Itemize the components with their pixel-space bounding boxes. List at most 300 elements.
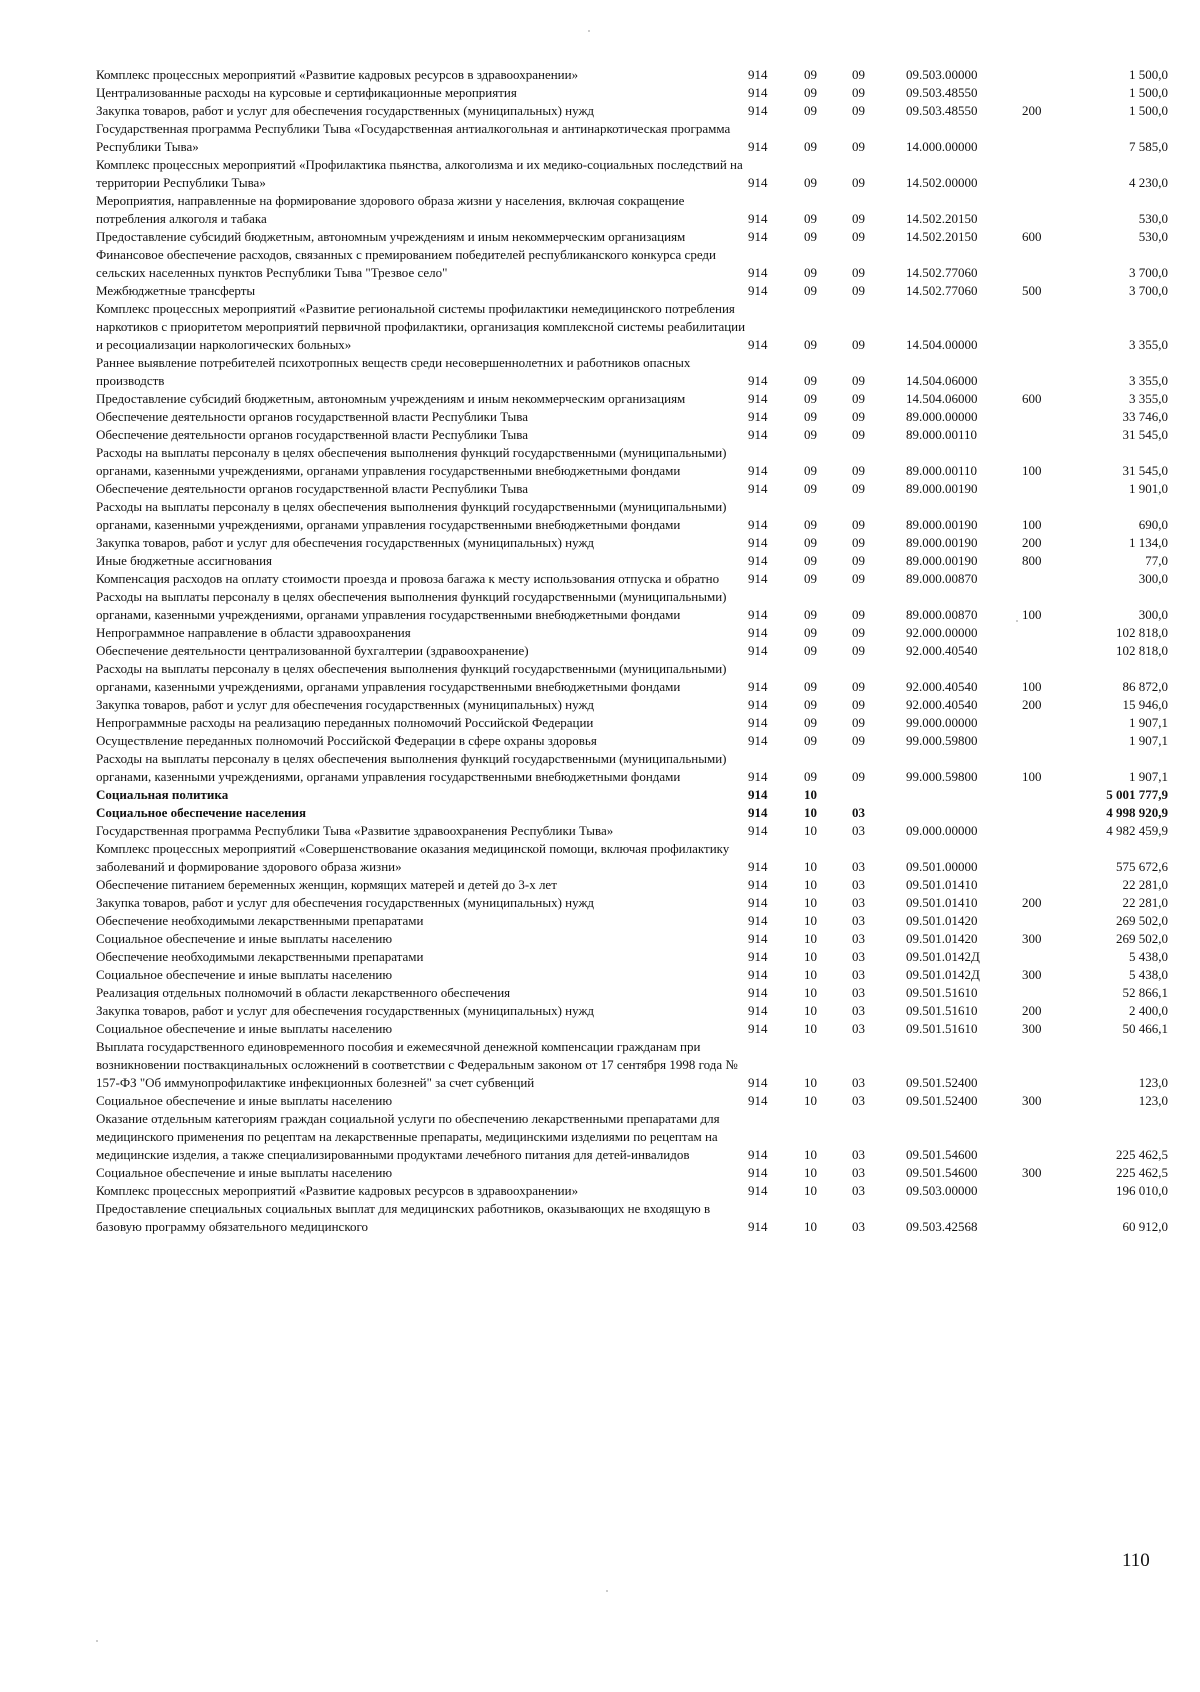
row-name: Раннее выявление потребителей психотропных веществ среди несовершеннолетних и работников опасных производств <box>96 355 691 388</box>
section-code: 09 <box>804 535 817 550</box>
subsection-code: 09 <box>852 679 865 694</box>
section-code: 10 <box>804 949 817 964</box>
amount: 225 462,5 <box>1116 1165 1168 1180</box>
table-row <box>96 822 1168 840</box>
table-row <box>96 642 1168 660</box>
target-item-code: 09.501.00000 <box>906 859 978 874</box>
row-name: Обеспечение деятельности органов государственной власти Республики Тыва <box>96 481 528 496</box>
row-name: Государственная программа Республики Тыва «Развитие здравоохранения Республики Тыва» <box>96 823 614 838</box>
expense-type-code <box>1022 1110 1078 1164</box>
budget-table-body <box>96 66 1168 1236</box>
subsection-code: 09 <box>852 103 865 118</box>
subsection-code <box>852 786 906 804</box>
amount: 123,0 <box>1138 1075 1168 1090</box>
target-item-code: 89.000.00190 <box>906 517 978 532</box>
table-row <box>96 408 1168 426</box>
table-row <box>96 966 1168 984</box>
row-name: Осуществление переданных полномочий Российской Федерации в сфере охраны здоровья <box>96 733 597 748</box>
expense-type-code: 100 <box>1022 463 1042 478</box>
page-number: 110 <box>1122 1550 1150 1571</box>
target-item-code: 09.501.0142Д <box>906 967 980 982</box>
expense-type-code <box>1022 948 1078 966</box>
subsection-code: 09 <box>852 607 865 622</box>
target-item-code: 89.000.00870 <box>906 607 978 622</box>
row-name: Комплекс процессных мероприятий «Совершенствование оказания медицинской помощи, включая профилактику заболеваний и формирование здорового образа жизни» <box>96 841 730 874</box>
target-item-code: 14.000.00000 <box>906 139 978 154</box>
target-item-code: 14.504.06000 <box>906 391 978 406</box>
admin-code: 914 <box>748 877 768 892</box>
row-name: Закупка товаров, работ и услуг для обеспечения государственных (муниципальных) нужд <box>96 535 595 550</box>
subsection-code: 09 <box>852 535 865 550</box>
subsection-code: 09 <box>852 409 865 424</box>
amount: 50 466,1 <box>1122 1021 1168 1036</box>
admin-code: 914 <box>748 697 768 712</box>
subsection-code: 09 <box>852 175 865 190</box>
table-row <box>96 228 1168 246</box>
row-name: Закупка товаров, работ и услуг для обеспечения государственных (муниципальных) нужд <box>96 895 595 910</box>
expense-type-code: 200 <box>1022 103 1042 118</box>
table-row <box>96 498 1168 534</box>
target-item-code: 89.000.00190 <box>906 481 978 496</box>
expense-type-code: 600 <box>1022 391 1042 406</box>
subsection-code: 03 <box>852 967 865 982</box>
admin-code: 914 <box>748 535 768 550</box>
row-name: Расходы на выплаты персоналу в целях обеспечения выполнения функций государственными (муниципальными) органами, казенными учреждениями, органами управления государственными внебюджетными фондами <box>96 499 727 532</box>
amount: 5 438,0 <box>1129 949 1168 964</box>
row-name: Финансовое обеспечение расходов, связанных с премированием победителей республиканского конкурса среди сельских населенных пунктов Республики Тыва "Трезвое село" <box>96 247 716 280</box>
expense-type-code: 100 <box>1022 517 1042 532</box>
amount: 123,0 <box>1138 1093 1168 1108</box>
expense-type-code: 100 <box>1022 607 1042 622</box>
section-code: 10 <box>804 823 817 838</box>
admin-code: 914 <box>748 1003 768 1018</box>
admin-code: 914 <box>748 1147 768 1162</box>
subsection-code: 09 <box>852 571 865 586</box>
table-row <box>96 390 1168 408</box>
admin-code: 914 <box>748 373 768 388</box>
expense-type-code <box>1022 354 1078 390</box>
subsection-code: 03 <box>852 1093 865 1108</box>
admin-code: 914 <box>748 985 768 1000</box>
section-code: 09 <box>804 175 817 190</box>
admin-code: 914 <box>748 463 768 478</box>
amount: 52 866,1 <box>1122 985 1168 1000</box>
amount: 1 901,0 <box>1129 481 1168 496</box>
admin-code: 914 <box>748 337 768 352</box>
subsection-code: 09 <box>852 733 865 748</box>
amount: 2 400,0 <box>1129 1003 1168 1018</box>
admin-code: 914 <box>748 175 768 190</box>
expense-type-code <box>1022 1038 1078 1092</box>
target-item-code: 99.000.00000 <box>906 715 978 730</box>
expense-type-code <box>1022 246 1078 282</box>
row-name: Комплекс процессных мероприятий «Развитие кадровых ресурсов в здравоохранении» <box>96 1183 579 1198</box>
subsection-code: 09 <box>852 139 865 154</box>
row-name: Обеспечение необходимыми лекарственными препаратами <box>96 949 424 964</box>
subsection-code: 03 <box>852 949 865 964</box>
table-row <box>96 534 1168 552</box>
expense-type-code <box>1022 876 1078 894</box>
target-item-code: 09.503.00000 <box>906 67 978 82</box>
admin-code: 914 <box>748 481 768 496</box>
admin-code: 914 <box>748 895 768 910</box>
subsection-code: 03 <box>852 823 865 838</box>
amount: 3 700,0 <box>1129 265 1168 280</box>
target-item-code: 89.000.00190 <box>906 553 978 568</box>
subsection-code: 03 <box>852 931 865 946</box>
table-row <box>96 1038 1168 1092</box>
admin-code: 914 <box>748 733 768 748</box>
table-row <box>96 66 1168 84</box>
target-item-code: 14.502.20150 <box>906 229 978 244</box>
table-row <box>96 192 1168 228</box>
target-item-code: 14.502.20150 <box>906 211 978 226</box>
section-code: 10 <box>804 1183 817 1198</box>
subsection-code: 09 <box>852 517 865 532</box>
section-code: 09 <box>804 103 817 118</box>
section-code: 09 <box>804 769 817 784</box>
amount: 1 907,1 <box>1129 733 1168 748</box>
row-name: Межбюджетные трансферты <box>96 283 256 298</box>
table-row <box>96 786 1168 804</box>
row-name: Закупка товаров, работ и услуг для обеспечения государственных (муниципальных) нужд <box>96 1003 595 1018</box>
subsection-code: 09 <box>852 85 865 100</box>
row-name: Социальная политика <box>96 787 229 802</box>
table-row <box>96 804 1168 822</box>
admin-code: 914 <box>748 1075 768 1090</box>
expense-type-code <box>1022 732 1078 750</box>
admin-code: 914 <box>748 787 768 802</box>
target-item-code: 09.503.48550 <box>906 85 978 100</box>
amount: 22 281,0 <box>1122 877 1168 892</box>
table-row <box>96 570 1168 588</box>
section-code: 10 <box>804 877 817 892</box>
target-item-code <box>906 786 1022 804</box>
target-item-code: 92.000.40540 <box>906 679 978 694</box>
amount: 3 355,0 <box>1129 391 1168 406</box>
row-name: Обеспечение питанием беременных женщин, кормящих матерей и детей до 3-х лет <box>96 877 557 892</box>
admin-code: 914 <box>748 1183 768 1198</box>
target-item-code: 14.504.06000 <box>906 373 978 388</box>
expense-type-code <box>1022 1200 1078 1236</box>
amount: 1 500,0 <box>1129 85 1168 100</box>
table-row <box>96 948 1168 966</box>
admin-code: 914 <box>748 265 768 280</box>
budget-table <box>96 66 1168 1236</box>
amount: 3 355,0 <box>1129 337 1168 352</box>
section-code: 09 <box>804 85 817 100</box>
target-item-code: 09.501.01420 <box>906 913 978 928</box>
table-row <box>96 282 1168 300</box>
section-code: 09 <box>804 463 817 478</box>
section-code: 10 <box>804 859 817 874</box>
target-item-code: 09.501.51610 <box>906 1021 978 1036</box>
row-name: Комплекс процессных мероприятий «Развитие региональной системы профилактики немедицинского потребления наркотиков с приоритетом мероприятий первичной профилактики, организация комплексной системы реабилитации и ресоциализации наркологических больных» <box>96 301 746 352</box>
target-item-code: 14.502.77060 <box>906 265 978 280</box>
section-code: 10 <box>804 805 817 820</box>
expense-type-code <box>1022 1182 1078 1200</box>
row-name: Социальное обеспечение и иные выплаты населению <box>96 967 393 982</box>
table-row <box>96 930 1168 948</box>
admin-code: 914 <box>748 1219 768 1234</box>
admin-code: 914 <box>748 1021 768 1036</box>
section-code: 09 <box>804 373 817 388</box>
subsection-code: 09 <box>852 337 865 352</box>
section-code: 10 <box>804 985 817 1000</box>
target-item-code: 89.000.00870 <box>906 571 978 586</box>
subsection-code: 09 <box>852 211 865 226</box>
subsection-code: 09 <box>852 643 865 658</box>
expense-type-code <box>1022 192 1078 228</box>
expense-type-code: 200 <box>1022 895 1042 910</box>
expense-type-code <box>1022 822 1078 840</box>
row-name: Расходы на выплаты персоналу в целях обеспечения выполнения функций государственными (муниципальными) органами, казенными учреждениями, органами управления государственными внебюджетными фондами <box>96 589 727 622</box>
subsection-code: 09 <box>852 481 865 496</box>
section-code: 10 <box>804 967 817 982</box>
table-row <box>96 624 1168 642</box>
subsection-code: 03 <box>852 1219 865 1234</box>
target-item-code <box>906 804 1022 822</box>
section-code: 09 <box>804 409 817 424</box>
row-name: Закупка товаров, работ и услуг для обеспечения государственных (муниципальных) нужд <box>96 697 595 712</box>
target-item-code: 09.000.00000 <box>906 823 978 838</box>
table-row <box>96 300 1168 354</box>
subsection-code: 09 <box>852 697 865 712</box>
target-item-code: 92.000.00000 <box>906 625 978 640</box>
target-item-code: 09.501.51610 <box>906 985 978 1000</box>
amount: 1 500,0 <box>1129 103 1168 118</box>
table-row <box>96 714 1168 732</box>
amount: 102 818,0 <box>1116 643 1168 658</box>
amount: 4 230,0 <box>1129 175 1168 190</box>
expense-type-code <box>1022 408 1078 426</box>
target-item-code: 09.503.00000 <box>906 1183 978 1198</box>
expense-type-code: 300 <box>1022 1093 1042 1108</box>
row-name: Социальное обеспечение населения <box>96 805 306 820</box>
target-item-code: 89.000.00000 <box>906 409 978 424</box>
table-row <box>96 1002 1168 1020</box>
expense-type-code: 300 <box>1022 1021 1042 1036</box>
table-row <box>96 984 1168 1002</box>
amount: 4 998 920,9 <box>1106 805 1168 820</box>
admin-code: 914 <box>748 1093 768 1108</box>
subsection-code: 03 <box>852 1021 865 1036</box>
section-code: 10 <box>804 1165 817 1180</box>
subsection-code: 03 <box>852 1183 865 1198</box>
expense-type-code: 100 <box>1022 769 1042 784</box>
table-row <box>96 894 1168 912</box>
subsection-code: 09 <box>852 553 865 568</box>
subsection-code: 03 <box>852 805 865 820</box>
expense-type-code <box>1022 66 1078 84</box>
subsection-code: 09 <box>852 229 865 244</box>
expense-type-code <box>1022 804 1078 822</box>
admin-code: 914 <box>748 931 768 946</box>
admin-code: 914 <box>748 517 768 532</box>
section-code: 09 <box>804 571 817 586</box>
expense-type-code <box>1022 570 1078 588</box>
amount: 33 746,0 <box>1122 409 1168 424</box>
section-code: 09 <box>804 265 817 280</box>
section-code: 09 <box>804 427 817 442</box>
amount: 1 907,1 <box>1129 715 1168 730</box>
row-name: Обеспечение деятельности органов государственной власти Республики Тыва <box>96 409 528 424</box>
section-code: 10 <box>804 787 817 802</box>
target-item-code: 09.501.54600 <box>906 1165 978 1180</box>
expense-type-code <box>1022 912 1078 930</box>
amount: 530,0 <box>1138 211 1168 226</box>
amount: 269 502,0 <box>1116 913 1168 928</box>
expense-type-code <box>1022 624 1078 642</box>
amount: 300,0 <box>1138 571 1168 586</box>
row-name: Реализация отдельных полномочий в области лекарственного обеспечения <box>96 985 511 1000</box>
target-item-code: 09.501.52400 <box>906 1093 978 1108</box>
row-name: Компенсация расходов на оплату стоимости проезда и провоза багажа к месту использования отпуска и обратно <box>96 571 720 586</box>
amount: 1 500,0 <box>1129 67 1168 82</box>
table-row <box>96 246 1168 282</box>
section-code: 10 <box>804 1093 817 1108</box>
subsection-code: 09 <box>852 373 865 388</box>
expense-type-code <box>1022 300 1078 354</box>
section-code: 10 <box>804 913 817 928</box>
section-code: 09 <box>804 643 817 658</box>
table-row <box>96 1200 1168 1236</box>
subsection-code: 09 <box>852 769 865 784</box>
row-name: Социальное обеспечение и иные выплаты населению <box>96 1165 393 1180</box>
section-code: 09 <box>804 139 817 154</box>
amount: 300,0 <box>1138 607 1168 622</box>
section-code: 09 <box>804 67 817 82</box>
subsection-code: 03 <box>852 913 865 928</box>
section-code: 09 <box>804 733 817 748</box>
expense-type-code <box>1022 426 1078 444</box>
admin-code: 914 <box>748 103 768 118</box>
amount: 22 281,0 <box>1122 895 1168 910</box>
amount: 86 872,0 <box>1122 679 1168 694</box>
amount: 196 010,0 <box>1116 1183 1168 1198</box>
target-item-code: 09.501.01420 <box>906 931 978 946</box>
section-code: 09 <box>804 283 817 298</box>
section-code: 09 <box>804 553 817 568</box>
table-row <box>96 1110 1168 1164</box>
section-code: 09 <box>804 337 817 352</box>
admin-code: 914 <box>748 625 768 640</box>
admin-code: 914 <box>748 67 768 82</box>
admin-code: 914 <box>748 85 768 100</box>
row-name: Социальное обеспечение и иные выплаты населению <box>96 931 393 946</box>
target-item-code: 89.000.00110 <box>906 463 978 478</box>
expense-type-code: 200 <box>1022 535 1042 550</box>
expense-type-code: 100 <box>1022 679 1042 694</box>
table-row <box>96 552 1168 570</box>
target-item-code: 09.503.48550 <box>906 103 978 118</box>
amount: 5 438,0 <box>1129 967 1168 982</box>
amount: 575 672,6 <box>1116 859 1168 874</box>
admin-code: 914 <box>748 571 768 586</box>
expense-type-code <box>1022 714 1078 732</box>
subsection-code: 09 <box>852 427 865 442</box>
expense-type-code: 300 <box>1022 967 1042 982</box>
row-name: Государственная программа Республики Тыва «Государственная антиалкогольная и антинаркотическая программа Республики Тыва» <box>96 121 731 154</box>
target-item-code: 09.501.01410 <box>906 877 978 892</box>
expense-type-code <box>1022 984 1078 1002</box>
row-name: Обеспечение деятельности централизованной бухгалтерии (здравоохранение) <box>96 643 529 658</box>
row-name: Комплекс процессных мероприятий «Профилактика пьянства, алкоголизма и их медико-социальных последствий на территории Республики Тыва» <box>96 157 743 190</box>
scan-speck <box>588 30 590 32</box>
admin-code: 914 <box>748 769 768 784</box>
target-item-code: 09.501.54600 <box>906 1147 978 1162</box>
target-item-code: 89.000.00190 <box>906 535 978 550</box>
section-code: 09 <box>804 517 817 532</box>
scan-speck <box>606 1590 608 1592</box>
amount: 31 545,0 <box>1122 427 1168 442</box>
row-name: Оказание отдельным категориям граждан социальной услуги по обеспечению лекарственными препаратами для медицинского применения по рецептам на лекарственные препараты, медицинскими изделиями по рецептам на медицинские изделия, а также специализированными продуктами лечебного питания для детей-инвалидов <box>96 1111 720 1162</box>
target-item-code: 14.502.77060 <box>906 283 978 298</box>
section-code: 10 <box>804 1147 817 1162</box>
subsection-code: 03 <box>852 985 865 1000</box>
admin-code: 914 <box>748 967 768 982</box>
expense-type-code: 300 <box>1022 1165 1042 1180</box>
subsection-code: 09 <box>852 67 865 82</box>
expense-type-code: 600 <box>1022 229 1042 244</box>
table-row <box>96 426 1168 444</box>
row-name: Расходы на выплаты персоналу в целях обеспечения выполнения функций государственными (муниципальными) органами, казенными учреждениями, органами управления государственными внебюджетными фондами <box>96 751 727 784</box>
subsection-code: 03 <box>852 877 865 892</box>
amount: 1 134,0 <box>1129 535 1168 550</box>
table-row <box>96 1092 1168 1110</box>
table-row <box>96 732 1168 750</box>
subsection-code: 09 <box>852 625 865 640</box>
amount: 3 700,0 <box>1129 283 1168 298</box>
section-code: 09 <box>804 625 817 640</box>
section-code: 09 <box>804 679 817 694</box>
amount: 1 907,1 <box>1129 769 1168 784</box>
row-name: Расходы на выплаты персоналу в целях обеспечения выполнения функций государственными (муниципальными) органами, казенными учреждениями, органами управления государственными внебюджетными фондами <box>96 661 727 694</box>
section-code: 09 <box>804 607 817 622</box>
table-row <box>96 84 1168 102</box>
amount: 269 502,0 <box>1116 931 1168 946</box>
section-code: 10 <box>804 895 817 910</box>
row-name: Обеспечение необходимыми лекарственными препаратами <box>96 913 424 928</box>
target-item-code: 09.501.0142Д <box>906 949 980 964</box>
row-name: Комплекс процессных мероприятий «Развитие кадровых ресурсов в здравоохранении» <box>96 67 579 82</box>
expense-type-code: 300 <box>1022 931 1042 946</box>
admin-code: 914 <box>748 553 768 568</box>
admin-code: 914 <box>748 229 768 244</box>
table-row <box>96 750 1168 786</box>
subsection-code: 03 <box>852 1075 865 1090</box>
table-row <box>96 588 1168 624</box>
admin-code: 914 <box>748 391 768 406</box>
admin-code: 914 <box>748 211 768 226</box>
admin-code: 914 <box>748 913 768 928</box>
amount: 5 001 777,9 <box>1106 787 1168 802</box>
amount: 102 818,0 <box>1116 625 1168 640</box>
target-item-code: 99.000.59800 <box>906 733 978 748</box>
expense-type-code <box>1022 120 1078 156</box>
table-row <box>96 660 1168 696</box>
admin-code: 914 <box>748 643 768 658</box>
admin-code: 914 <box>748 823 768 838</box>
table-row <box>96 156 1168 192</box>
expense-type-code: 800 <box>1022 553 1042 568</box>
amount: 3 355,0 <box>1129 373 1168 388</box>
row-name: Мероприятия, направленные на формирование здорового образа жизни у населения, включая сокращение потребления алкоголя и табака <box>96 193 685 226</box>
scan-speck <box>96 1640 98 1642</box>
expense-type-code <box>1022 786 1078 804</box>
admin-code: 914 <box>748 805 768 820</box>
amount: 530,0 <box>1138 229 1168 244</box>
